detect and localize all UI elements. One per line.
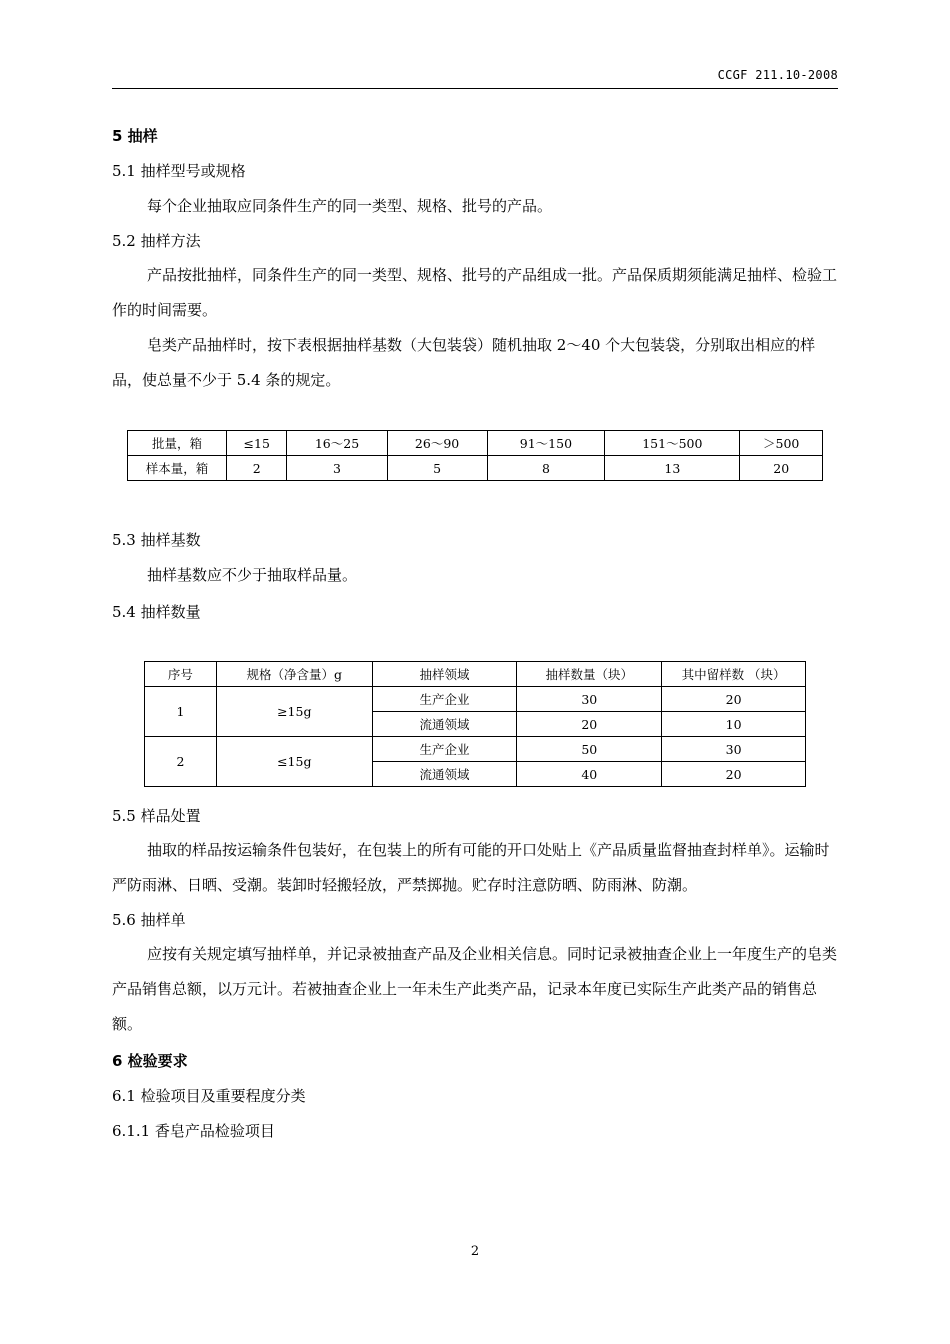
table-cell-field: 流通领域	[372, 712, 517, 737]
table-row-label: 样本量，箱	[128, 456, 227, 481]
section-5-6-text: 应按有关规定填写抽样单，并记录被抽查产品及企业相关信息。同时记录被抽查企业上一年度生产的皂类产品销售总额，以万元计。若被抽查企业上一年未生产此类产品，记录本年度已实际生产此类产品的销售总额。	[112, 945, 838, 1033]
sample-quantity-table	[144, 661, 806, 787]
document-code: CCGF 211.10-2008	[717, 68, 838, 82]
table-cell: 2	[227, 456, 287, 481]
table-row	[145, 687, 806, 712]
table-cell: 151～500	[605, 431, 740, 456]
section-5-6-heading: 5.6 抽样单	[112, 911, 186, 929]
page-number: 2	[470, 1244, 480, 1259]
table-cell-qty: 30	[517, 687, 662, 712]
section-5-1-heading: 5.1 抽样型号或规格	[112, 162, 246, 180]
section-6-1-heading: 6.1 检验项目及重要程度分类	[112, 1087, 306, 1105]
section-5-5-text: 抽取的样品按运输条件包装好，在包装上的所有可能的开口处贴上《产品质量监督抽查封样单》。运输时严防雨淋、日晒、受潮。装卸时轻搬轻放，严禁掷抛。贮存时注意防晒、防雨淋、防潮。	[112, 841, 830, 894]
table-header-cell: 序号	[145, 662, 217, 687]
table-cell: 91～150	[487, 431, 605, 456]
table-header-cell: 抽样数量（块）	[517, 662, 662, 687]
batch-sample-table	[127, 430, 823, 481]
table-cell-keep: 30	[662, 737, 806, 762]
table-cell-qty: 50	[517, 737, 662, 762]
table-cell: ＞500	[740, 431, 823, 456]
table-cell-keep: 20	[662, 762, 806, 787]
table-cell-keep: 10	[662, 712, 806, 737]
section-5-1-text: 每个企业抽取应同条件生产的同一类型、规格、批号的产品。	[147, 197, 553, 215]
table-cell: 13	[605, 456, 740, 481]
table-cell-spec: ≥15g	[216, 687, 372, 737]
table-cell-field: 生产企业	[372, 737, 517, 762]
section-5-2-paragraph-1: 产品按批抽样，同条件生产的同一类型、规格、批号的产品组成一批。产品保质期须能满足抽样、检验工作的时间需要。	[112, 266, 838, 319]
table-cell-qty: 20	[517, 712, 662, 737]
section-5-4-heading: 5.4 抽样数量	[112, 603, 201, 621]
table-cell: 16～25	[287, 431, 387, 456]
section-5-heading: 5 抽样	[112, 127, 158, 145]
section-5-5-heading: 5.5 样品处置	[112, 807, 201, 825]
table-cell-spec: ≤15g	[216, 737, 372, 787]
table-header-cell: 其中留样数 （块）	[662, 662, 806, 687]
table-header-row	[145, 662, 806, 687]
table-cell: 3	[287, 456, 387, 481]
section-5-2-paragraph-2: 皂类产品抽样时，按下表根据抽样基数（大包装袋）随机抽取 2～40 个大包装袋，分别取出相应的样品，使总量不少于 5.4 条的规定。	[112, 336, 816, 389]
table-cell-number: 2	[145, 737, 217, 787]
section-5-2-heading: 5.2 抽样方法	[112, 232, 201, 250]
table-cell: 20	[740, 456, 823, 481]
table-cell: ≤15	[227, 431, 287, 456]
section-5-3-text: 抽样基数应不少于抽取样品量。	[147, 566, 358, 584]
table-cell-field: 流通领域	[372, 762, 517, 787]
table-cell: 26～90	[387, 431, 487, 456]
table-cell-field: 生产企业	[372, 687, 517, 712]
table-row-label: 批量，箱	[128, 431, 227, 456]
header-rule	[112, 88, 838, 89]
table-cell-number: 1	[145, 687, 217, 737]
table-cell-qty: 40	[517, 762, 662, 787]
table-cell-keep: 20	[662, 687, 806, 712]
section-5-3-heading: 5.3 抽样基数	[112, 531, 201, 549]
table-header-cell: 抽样领域	[372, 662, 517, 687]
table-row	[128, 431, 823, 456]
section-6-1-1-heading: 6.1.1 香皂产品检验项目	[112, 1122, 275, 1140]
table-header-cell: 规格（净含量）g	[216, 662, 372, 687]
section-6-heading: 6 检验要求	[112, 1052, 188, 1070]
table-row	[145, 737, 806, 762]
table-cell: 5	[387, 456, 487, 481]
table-cell: 8	[487, 456, 605, 481]
table-row	[128, 456, 823, 481]
